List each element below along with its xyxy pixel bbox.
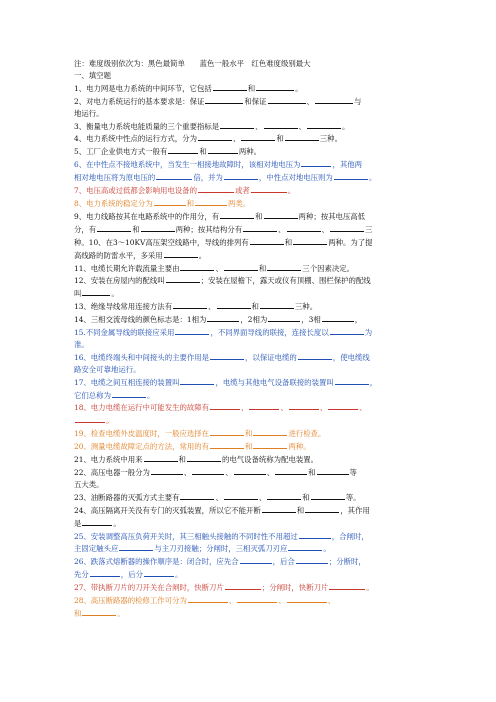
blank[interactable]: [166, 274, 200, 283]
blank[interactable]: [82, 287, 110, 296]
blank[interactable]: [241, 132, 275, 141]
blank[interactable]: [168, 145, 198, 154]
question-24: 24、高压隔离开关没有专门的灭弧装置，所以它不能开断 和 ，其作用: [74, 505, 370, 515]
blank[interactable]: [317, 466, 349, 475]
blank[interactable]: [224, 262, 258, 271]
blank[interactable]: [151, 466, 183, 475]
section-title: 一、填空题: [74, 70, 111, 80]
question-19: 19、检查电缆外皮温度时，一般应选择在 和 进行检查。: [74, 429, 326, 439]
blank[interactable]: [287, 594, 327, 603]
blank[interactable]: [288, 542, 322, 551]
blank[interactable]: [335, 376, 369, 385]
question-24-cont: 是 。: [74, 518, 121, 528]
difficulty-note: 注：难度级别依次为：黑色最简单 蓝色一般水平 红色难度级别最大: [74, 59, 311, 68]
question-12: 12、安装在房屋内的配线叫 ；安装在屋檐下，露天或仪有顶棚、围栏保护的配线: [74, 276, 371, 286]
blank[interactable]: [260, 300, 294, 309]
question-9-cont: 分，有 和 两种；按其结构分有 、 、 三: [74, 224, 373, 234]
question-15-cont: 准。: [74, 339, 89, 349]
blank[interactable]: [82, 517, 112, 526]
question-5: 5、工厂企业供电方式一般有 和 两种。: [74, 147, 261, 157]
blank[interactable]: [188, 594, 228, 603]
blank[interactable]: [144, 568, 174, 577]
question-11: 11、电缆长期允许载流量主要由 、 和 三个因素决定。: [74, 263, 355, 273]
blank[interactable]: [268, 313, 300, 322]
blank[interactable]: [268, 95, 306, 104]
question-25: 25、安装调整高压负荷开关时，其三相触头接触的不同时性不用超过 ，合闸时，: [74, 531, 369, 541]
question-22-cont: 五大类。: [74, 479, 104, 489]
blank[interactable]: [311, 491, 345, 500]
question-16-cont: 路安全可靠地运行。: [74, 364, 141, 374]
blank[interactable]: [251, 184, 287, 193]
blank[interactable]: [243, 223, 277, 232]
blank[interactable]: [293, 236, 327, 245]
blank[interactable]: [210, 440, 244, 449]
question-26: 26、跌落式熔断器的操作顺序是：闭合时，应先合 ，后合 ；分断时，: [74, 557, 366, 567]
blank[interactable]: [75, 414, 105, 423]
question-8: 8、电力系统的稳定分为 和 两类。: [74, 198, 251, 208]
blank[interactable]: [328, 401, 358, 410]
blank[interactable]: [249, 401, 279, 410]
blank[interactable]: [329, 581, 365, 590]
blank[interactable]: [225, 581, 261, 590]
question-27: 27、带执断刀片的刀开关在合闸时，快断刀片 ；分闸时，快断刀片 。: [74, 583, 374, 593]
document-body: [74, 58, 432, 620]
blank[interactable]: [180, 491, 214, 500]
question-10-cont: 高线路的防雷水平，多采用 。: [74, 250, 207, 260]
blank[interactable]: [112, 389, 146, 398]
question-6-cont: 相对地电压将为原电压的 倍，并为 ，中性点对地电压则为 。: [74, 173, 377, 183]
blank[interactable]: [180, 376, 214, 385]
blank[interactable]: [220, 120, 254, 129]
question-28-cont: 和 。: [74, 608, 125, 618]
blank[interactable]: [97, 223, 131, 232]
blank[interactable]: [267, 262, 301, 271]
blank[interactable]: [253, 427, 287, 436]
question-26-cont: 先分 ，后分 。: [74, 570, 183, 580]
question-9: 9、电力线路按其在电路系统中的作用分，有 和 两种；按其电压高低: [74, 211, 366, 221]
blank[interactable]: [315, 95, 353, 104]
blank[interactable]: [207, 313, 239, 322]
blank[interactable]: [217, 300, 251, 309]
blank[interactable]: [144, 453, 178, 462]
blank[interactable]: [213, 82, 247, 91]
question-2-cont: 地运行。: [74, 108, 104, 118]
blank[interactable]: [173, 300, 207, 309]
question-14: 14、三相交流母线的颜色标志是：1相为 ，2相为 ，3相 ，: [74, 315, 363, 325]
question-17-cont: 它们总称为 。: [74, 390, 155, 400]
question-18-cont: 。: [74, 414, 432, 427]
question-4: 4、电力系统中性点的运行方式，分为 、 和 三种。: [74, 134, 342, 144]
question-13: 13、绝缘导线常用连接方法有 、 和 三种。: [74, 302, 318, 312]
blank[interactable]: [237, 594, 277, 603]
blank[interactable]: [250, 236, 284, 245]
blank[interactable]: [119, 542, 153, 551]
blank[interactable]: [264, 210, 298, 219]
blank[interactable]: [198, 132, 232, 141]
blank[interactable]: [180, 262, 214, 271]
blank[interactable]: [208, 145, 238, 154]
blank[interactable]: [210, 427, 244, 436]
blank[interactable]: [156, 171, 192, 180]
question-1: 1、电力网是电力系统的中间环节，它包括 和 。: [74, 83, 303, 93]
blank[interactable]: [175, 326, 209, 335]
blank[interactable]: [330, 326, 364, 335]
question-10: 种。10、在3～10KV高压架空线路中，导线的排列有 和 两种。为了提: [74, 237, 373, 247]
question-17: 17、电缆之间互相连接的装置叫 ，电缆与其他电气设备联接的装置叫 ，: [74, 377, 378, 387]
question-23: 23、油断路器的灭弧方式主要有 、 、 和 等。: [74, 492, 361, 502]
blank[interactable]: [187, 453, 221, 462]
question-3: 3、衡量电力系统电能质量的三个重要指标是 、 、 。: [74, 121, 350, 131]
question-16: 16、电缆终端头和中间接头的主要作用是 ，以保证电缆的 ，使电缆线: [74, 352, 370, 362]
blank[interactable]: [298, 351, 332, 360]
blank[interactable]: [210, 351, 244, 360]
blank[interactable]: [141, 223, 175, 232]
blank[interactable]: [90, 568, 120, 577]
blank[interactable]: [253, 440, 287, 449]
blank[interactable]: [256, 82, 294, 91]
blank[interactable]: [234, 466, 266, 475]
blank[interactable]: [195, 197, 227, 206]
blank[interactable]: [285, 132, 319, 141]
blank[interactable]: [301, 158, 331, 167]
blank[interactable]: [210, 401, 240, 410]
blank[interactable]: [275, 466, 307, 475]
blank[interactable]: [334, 171, 368, 180]
question-15: 15.不同金属导线的联接应采用 ，不同界面导线的联接，连接长度以 为: [74, 328, 373, 338]
question-28: 28、高压断路器的检修工作可分为 、 、 、: [74, 596, 336, 606]
blank[interactable]: [198, 184, 234, 193]
blank[interactable]: [205, 95, 243, 104]
question-6: 6、在中性点不接地系统中，当发生一相接地故障时，该相对地电压为 ，其他两: [74, 160, 363, 170]
question-12-cont: 叫 。: [74, 289, 119, 299]
blank[interactable]: [289, 401, 319, 410]
blank[interactable]: [264, 120, 298, 129]
blank[interactable]: [330, 223, 364, 232]
blank[interactable]: [224, 491, 258, 500]
question-7: 7、电压高或过低都会影响用电设备的 或者 。: [74, 186, 296, 196]
blank[interactable]: [299, 530, 331, 539]
blank[interactable]: [262, 504, 296, 513]
question-22: 22、高压电器一般分为 、 、 、 和 等: [74, 468, 357, 477]
question-20: 20、测量电缆故障定点的方法，常用的有 和 两种。: [74, 442, 311, 452]
blank[interactable]: [322, 313, 354, 322]
blank[interactable]: [192, 466, 224, 475]
blank[interactable]: [154, 197, 186, 206]
question-21: 21、电力系统中用来 和 的电气设备统称为配电装置。: [74, 455, 319, 465]
question-2: 2、对电力系统运行的基本要求是：保证 和保证 、 与: [74, 96, 362, 106]
blank[interactable]: [296, 555, 328, 564]
blank[interactable]: [307, 120, 341, 129]
blank[interactable]: [305, 504, 339, 513]
question-25-cont: 主固定触头应 与主刀刃接触；分闸时，三相灭弧刀刃应 。: [74, 544, 331, 554]
blank[interactable]: [240, 555, 272, 564]
blank[interactable]: [267, 491, 301, 500]
blank[interactable]: [287, 223, 321, 232]
question-18: 18、电力电缆在运行中可能发生的故障有 、 、 、 、: [74, 403, 367, 413]
blank[interactable]: [220, 210, 254, 219]
blank[interactable]: [224, 171, 258, 180]
blank[interactable]: [164, 249, 198, 258]
blank[interactable]: [82, 607, 116, 616]
